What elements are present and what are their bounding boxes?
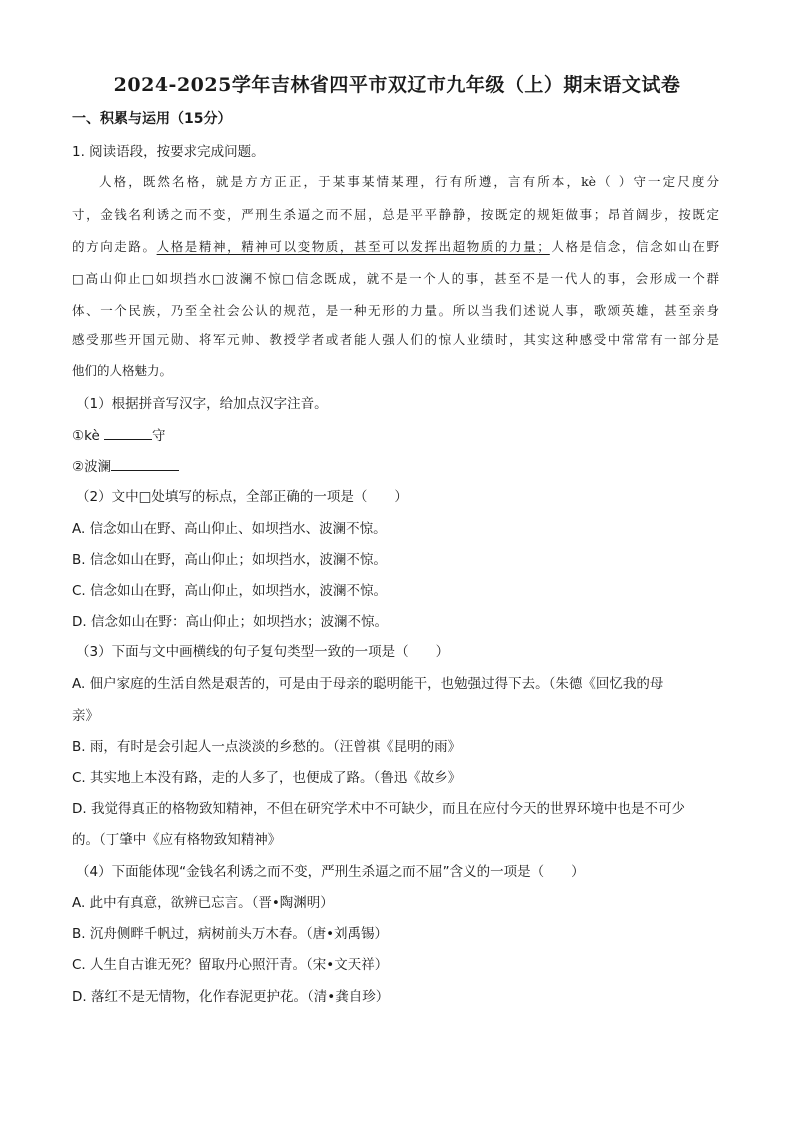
passage-text: 的方向走路。 (72, 239, 157, 254)
item-prefix: ②波澜 (72, 459, 112, 475)
passage-line: 体、一个民族，乃至全社会公认的规范，是一种无形的力量。所以当我们述说人事，歌颂英雄，甚至亲身 (72, 303, 719, 318)
item-prefix: ①kè (72, 428, 100, 444)
passage-line-underlined (72, 237, 719, 255)
passage-line: 人格，既然名格，就是方方正正，于某事某情某理，行有所遵，言有所本，kè（ ）守一定尺度分 (99, 174, 719, 189)
option-a-continued: 亲》 (72, 708, 99, 724)
section-heading: 一、积累与运用（15分） (72, 111, 232, 127)
subquestion-1-item-1 (72, 424, 166, 444)
option-c: C. 其实地上本没有路，走的人多了，也便成了路。（鲁迅《故乡》 (72, 770, 462, 786)
option-b: B. 沉舟侧畔千帆过，病树前头万木春。（唐•刘禹锡） (72, 926, 389, 942)
answer-blank[interactable] (104, 427, 152, 440)
subquestion-3-stem: （3）下面与文中画横线的句子复句类型一致的一项是（ ） (76, 644, 450, 660)
option-c: C. 人生自古谁无死？留取丹心照汗青。（宋•文天祥） (72, 957, 389, 973)
answer-blank[interactable] (111, 458, 179, 471)
option-d: D. 我觉得真正的格物致知精神，不但在研究学术中不可缺少，而且在应付今天的世界环境中也是不可少 (72, 801, 685, 817)
option-b: B. 信念如山在野，高山仰止；如坝挡水，波澜不惊。 (72, 552, 387, 568)
option-a: A. 佃户家庭的生活自然是艰苦的，可是由于母亲的聪明能干，也勉强过得下去。（朱德《回忆我的母 (72, 676, 664, 692)
subquestion-4-stem: （4）下面能体现“金钱名利诱之而不变，严刑生杀逼之而不屈”含义的一项是（ ） (76, 864, 585, 880)
subquestion-2-stem: （2）文中□处填写的标点，全部正确的一项是（ ） (76, 489, 408, 505)
option-a: A. 信念如山在野、高山仰止、如坝挡水、波澜不惊。 (72, 521, 387, 537)
passage-line: 他们的人格魅力。 (72, 363, 173, 378)
passage-line: 感受那些开国元勋、将军元帅、教授学者或者能人强人们的惊人业绩时，其实这种感受中常常有一部分是 (72, 332, 719, 347)
underlined-sentence: 人格是精神，精神可以变物质，甚至可以发挥出超物质的力量； (156, 239, 550, 254)
exam-title: 2024-2025学年吉林省四平市双辽市九年级（上）期末语文试卷 (113, 74, 681, 96)
subquestion-1-item-2 (72, 455, 179, 475)
passage-text: 人格是信念，信念如山在野 (549, 239, 719, 254)
passage-line: □高山仰止□如坝挡水□波澜不惊□信念既成，就不是一个人的事，甚至不是一代人的事，会形成一个群 (72, 271, 719, 286)
option-d-continued: 的。（丁肇中《应有格物致知精神》 (72, 832, 282, 848)
option-a: A. 此中有真意，欲辨已忘言。（晋•陶渊明） (72, 895, 334, 911)
option-d: D. 落红不是无情物，化作春泥更护花。（清•龚自珍） (72, 989, 390, 1005)
question-1-intro: 1. 阅读语段，按要求完成问题。 (72, 144, 265, 160)
option-b: B. 雨，有时是会引起人一点淡淡的乡愁的。（汪曾祺《昆明的雨》 (72, 739, 462, 755)
option-c: C. 信念如山在野，高山仰止，如坝挡水，波澜不惊。 (72, 583, 388, 599)
passage-line: 寸，金钱名利诱之而不变，严刑生杀逼之而不屈，总是平平静静，按既定的规矩做事；昂首阔步，按既定 (72, 207, 719, 222)
subquestion-1-stem: （1）根据拼音写汉字，给加点汉字注音。 (76, 396, 328, 412)
item-suffix: 守 (152, 428, 166, 444)
option-d: D. 信念如山在野：高山仰止；如坝挡水；波澜不惊。 (72, 614, 388, 630)
